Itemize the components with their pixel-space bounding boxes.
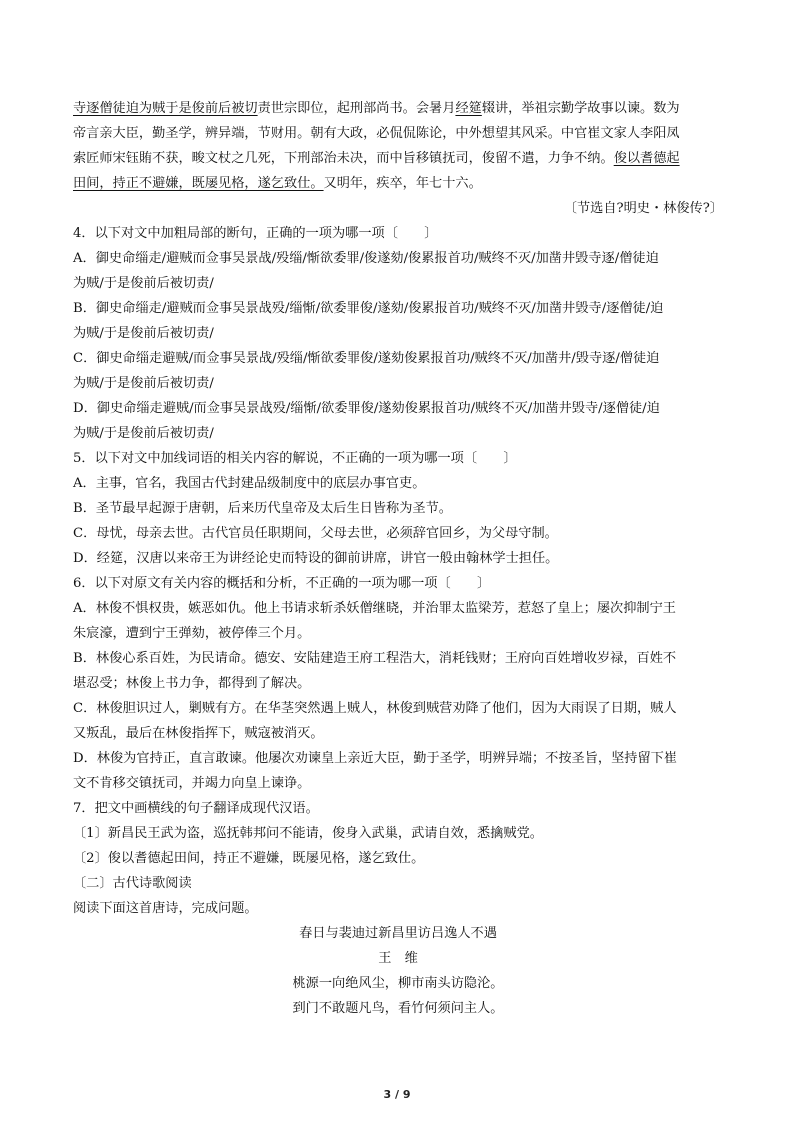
q4-option-a: A．御史命缁走/避贼而佥事吴景战/殁缁/惭欲委罪/俊遂劾/俊累报首功/贼终不灭/加凿井毁寺逐/僧徒迫	[73, 251, 659, 266]
question-5-stem: 5．以下对文中加线词语的相关内容的解说，不正确的一项为哪一项〔 〕	[73, 451, 517, 466]
q5-option-d: D．经筵，汉唐以来帝王为讲经论史而特设的御前讲席，讲官一般由翰林学士担任。	[73, 551, 559, 566]
q5-option-a: A．主事，官名，我国古代封建品级制度中的底层办事官吏。	[73, 476, 426, 491]
q4-option-d: D．御史命缁走避贼/而佥事吴景战殁/缁惭/欲委罪俊/遂劾俊累报首功/贼终不灭/加凿井毁寺/逐僧徒/迫	[73, 401, 660, 416]
underlined-sentence: 俊以耆德起	[613, 151, 680, 166]
section-instruction: 阅读下面这首唐诗，完成问题。	[73, 901, 258, 916]
underlined-term: 经筵	[455, 101, 482, 116]
section-heading: 〔二〕古代诗歌阅读	[73, 876, 192, 891]
question-4-stem: 4．以下对文中加粗局部的断句，正确的一项为哪一项〔 〕	[73, 226, 438, 241]
q6-option-d-cont: 文不肯移交镇抚司，并竭力向皇上谏诤。	[73, 776, 311, 791]
q6-option-a: A．林俊不惧权贵，嫉恶如仇。他上书请求斩杀妖僧继晓，并治罪太监梁芳，惹怒了皇上；屡次抑制宁王	[73, 601, 676, 616]
q4-option-c: C．御史命缁走避贼/而佥事吴景战/殁缁/惭欲委罪俊/遂劾俊累报首功/贼终不灭/加凿井/毁寺逐/僧徒迫	[73, 351, 660, 366]
q6-option-b: B．林俊心系百姓，为民请命。德安、安陆建造王府工程浩大，消耗钱财；王府向百姓增收岁禄，百姓不	[73, 651, 677, 666]
q6-option-c: C．林俊胆识过人，剿贼有方。在华茎突然遇上贼人，林俊到贼营劝降了他们，因为大雨误了日期，贼人	[73, 701, 677, 716]
poem-line-2: 到门不敢题凡鸟，看竹何须问主人。	[292, 1001, 504, 1016]
poem-line-1: 桃源一向绝风尘，柳市南头访隐沦。	[292, 976, 504, 991]
q4-option-b-cont: 为贼/于是俊前后被切责/	[73, 326, 214, 341]
q6-option-a-cont: 朱宸濠，遭到宁王弹劾，被停俸三个月。	[73, 626, 311, 641]
passage-line-4: 田间，持正不避嫌，既屡见格，遂乞致仕。又明年，疾卒，年七十六。	[73, 176, 482, 191]
underlined-sentence: 田间，持正不避嫌，既屡见格，遂乞致仕。	[73, 176, 324, 191]
poem-title: 春日与裴迪过新昌里访吕逸人不遇	[299, 926, 497, 941]
q4-option-c-cont: 为贼/于是俊前后被切责/	[73, 376, 214, 391]
underlined-phrase: 寺逐僧徒迫为贼于是俊前后被切	[73, 101, 258, 116]
page-number: 3 / 9	[383, 1088, 411, 1101]
q6-option-c-cont: 又叛乱，最后在林俊指挥下，贼寇被消灭。	[73, 726, 324, 741]
question-7-stem: 7．把文中画横线的句子翻译成现代汉语。	[73, 801, 319, 816]
q7-sentence-2: 〔2〕俊以耆德起田间，持正不避嫌，既屡见格，遂乞致仕。	[73, 851, 425, 866]
passage-line-1: 寺逐僧徒迫为贼于是俊前后被切责世宗即位，起刑部尚书。会暑月经筵辍讲，举祖宗勤学故事以谏。数为	[73, 101, 680, 116]
poem-author: 王 维	[378, 951, 418, 966]
q4-option-d-cont: 为贼/于是俊前后被切责/	[73, 426, 214, 441]
q6-option-d: D．林俊为官持正，直言敢谏。他屡次劝谏皇上亲近大臣，勤于圣学，明辨异端；不按圣旨，坚持留下崔	[73, 751, 678, 766]
q4-option-b: B．御史命缁走/避贼而佥事吴景战殁/缁惭/欲委罪俊/遂劾/俊累报首功/贼终不灭/加凿井毁寺/逐僧徒/迫	[73, 301, 664, 316]
q7-sentence-1: 〔1〕新昌民王武为盗，巡抚韩邦问不能请，俊身入武巢，武请自效，悉擒贼党。	[73, 826, 543, 841]
document-page	[73, 96, 723, 1021]
q4-option-a-cont: 为贼/于是俊前后被切责/	[73, 276, 214, 291]
q6-option-b-cont: 堪忍受；林俊上书力争，都得到了解决。	[73, 676, 311, 691]
q5-option-c: C．母忧，母亲去世。古代官员任职期间，父母去世，必须辞官回乡，为父母守制。	[73, 526, 558, 541]
source-citation: 〔节选自?明史・林俊传?〕	[563, 201, 723, 216]
question-6-stem: 6．以下对原文有关内容的概括和分析，不正确的一项为哪一项〔 〕	[73, 576, 491, 591]
q5-option-b: B．圣节最早起源于唐朝，后来历代皇帝及太后生日皆称为圣节。	[73, 501, 452, 516]
passage-line-2: 帝言亲大臣，勤圣学，辨异端，节财用。朝有大政，必侃侃陈论，中外想望其风采。中官崔文家人李阳凤	[73, 126, 680, 141]
passage-line-3: 索匠师宋钰賄不获，畯文杖之几死，下刑部治未决，而中旨移镇抚司，俊留不遣，力争不纳。俊以耆德起	[73, 151, 680, 166]
